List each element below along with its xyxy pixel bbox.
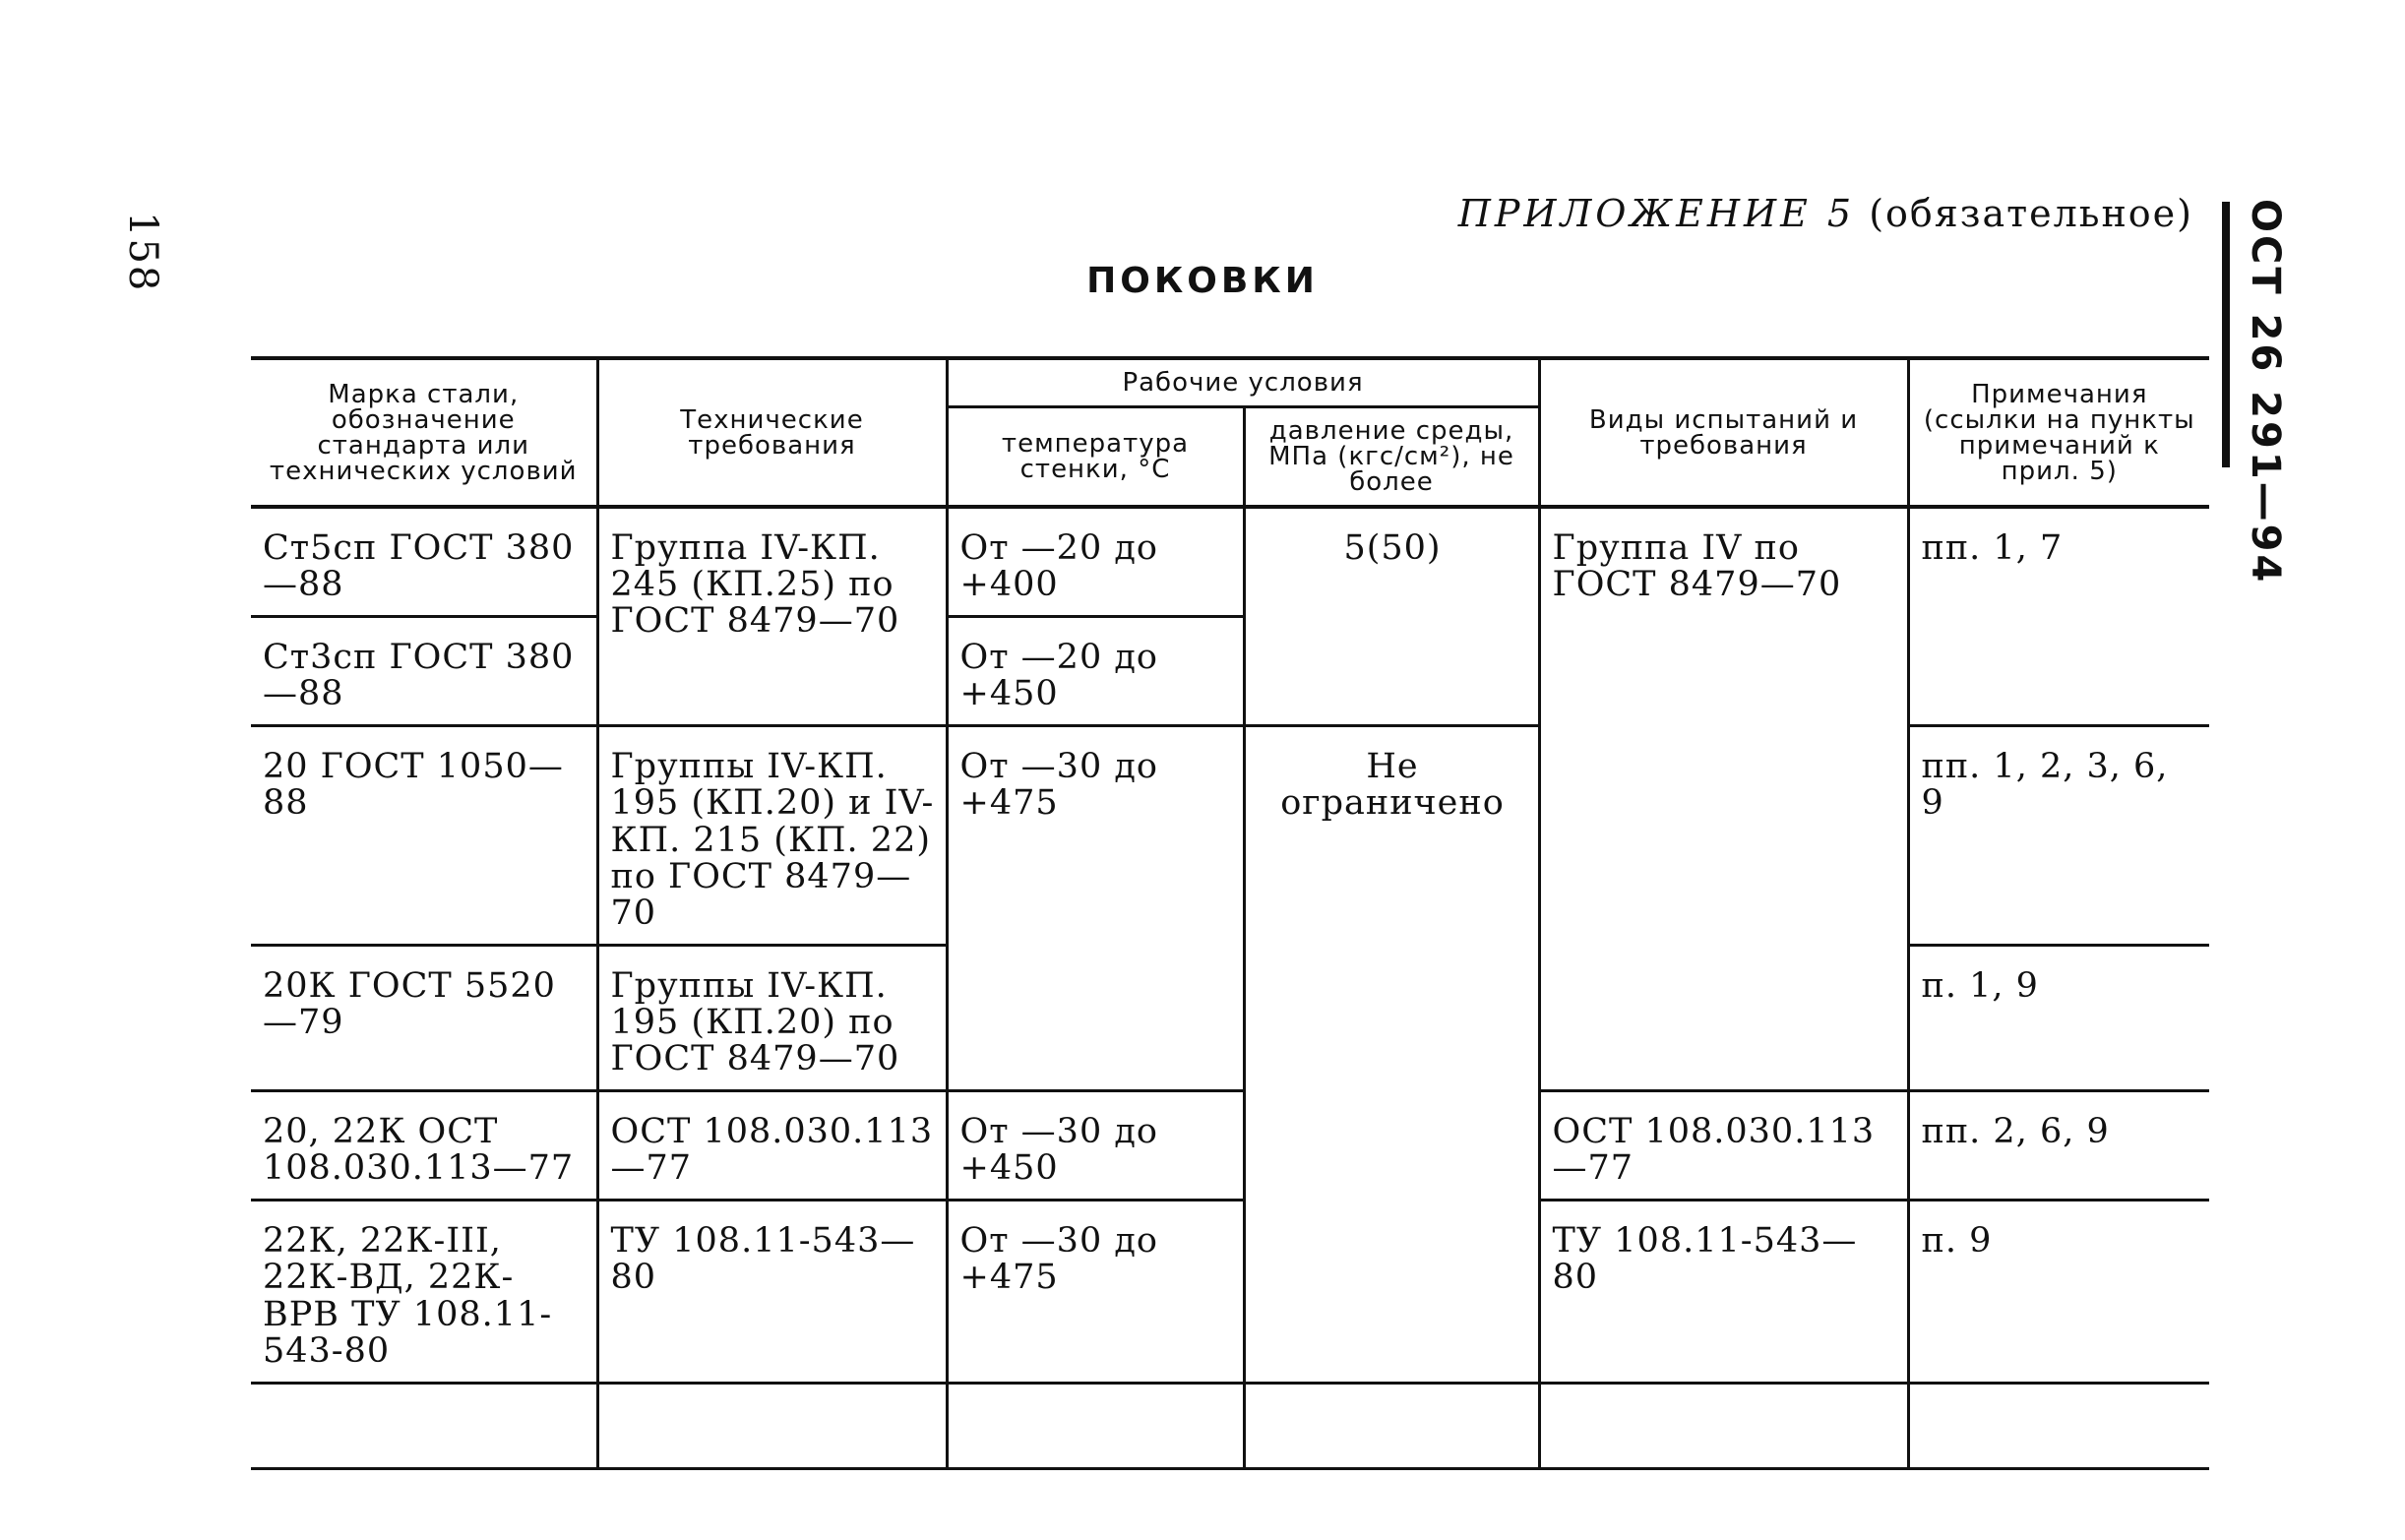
document-code: ОСТ 26 291—94 [2243,199,2288,585]
cell-tests: ТУ 108.11-543—80 [1539,1201,1908,1383]
cell-tech: Группы IV-КП. 195 (КП.20) и IV-КП. 215 (КП. 22) по ГОСТ 8479—70 [597,726,947,945]
cell-temperature: От —30 до +475 [947,1201,1244,1383]
table-row [251,1091,2209,1201]
appendix-label: ПРИЛОЖЕНИЕ 5 [1457,192,1856,235]
cell-empty [947,1383,1244,1468]
cell-tech: ОСТ 108.030.113—77 [597,1091,947,1201]
table-row [251,507,2209,617]
page-number: 158 [120,212,165,293]
cell-empty [597,1383,947,1468]
cell-pressure: 5(50) [1244,507,1539,726]
cell-tests: Группа IV по ГОСТ 8479—70 [1539,507,1908,1091]
cell-notes: п. 1, 9 [1908,945,2209,1090]
cell-grade: 22К, 22К-III, 22К-ВД, 22К-ВРВ ТУ 108.11-543-80 [251,1201,597,1383]
cell-tech: Группа IV-КП. 245 (КП.25) по ГОСТ 8479—70 [597,507,947,726]
appendix-heading [1458,192,2193,235]
header-pressure: давление среды, МПа (кгс/см²), не более [1244,407,1539,508]
header-notes: Примечания (ссылки на пункты примечаний к прил. 5) [1908,358,2209,507]
cell-notes: п. 9 [1908,1201,2209,1383]
cell-tests: ОСТ 108.030.113—77 [1539,1091,1908,1201]
cell-grade: 20 ГОСТ 1050—88 [251,726,597,945]
cell-notes: пп. 1, 2, 3, 6, 9 [1908,726,2209,945]
table-row [251,1201,2209,1383]
appendix-note: (обязательное) [1869,192,2193,235]
cell-tech: ТУ 108.11-543—80 [597,1201,947,1383]
cell-empty [1539,1383,1908,1468]
cell-temperature: От —20 до +450 [947,617,1244,726]
cell-grade: 20, 22К ОСТ 108.030.113—77 [251,1091,597,1201]
cell-grade: Ст3сп ГОСТ 380—88 [251,617,597,726]
cell-grade: 20К ГОСТ 5520—79 [251,945,597,1090]
forgings-table [251,356,2209,1470]
cell-notes: пп. 2, 6, 9 [1908,1091,2209,1201]
side-code-bar [2222,202,2230,467]
header-work-conditions: Рабочие условия [947,358,1539,407]
cell-tech: Группы IV-КП. 195 (КП.20) по ГОСТ 8479—70 [597,945,947,1090]
table-row-empty [251,1383,2209,1468]
cell-temperature: От —30 до +450 [947,1091,1244,1201]
cell-temperature: От —20 до +400 [947,507,1244,617]
header-tests: Виды испытаний и требования [1539,358,1908,507]
cell-temperature: От —30 до +475 [947,726,1244,1091]
header-grade: Марка стали, обозначение стандарта или технических условий [251,358,597,507]
cell-grade: Ст5сп ГОСТ 380—88 [251,507,597,617]
header-temperature: температура стенки, °С [947,407,1244,508]
cell-pressure: Не ограничено [1244,726,1539,1383]
table-row [251,726,2209,945]
page-title: ПОКОВКИ [1086,261,1319,301]
cell-empty [251,1383,597,1468]
cell-empty [1908,1383,2209,1468]
cell-notes: пп. 1, 7 [1908,507,2209,726]
header-tech: Технические требования [597,358,947,507]
cell-empty [1244,1383,1539,1468]
